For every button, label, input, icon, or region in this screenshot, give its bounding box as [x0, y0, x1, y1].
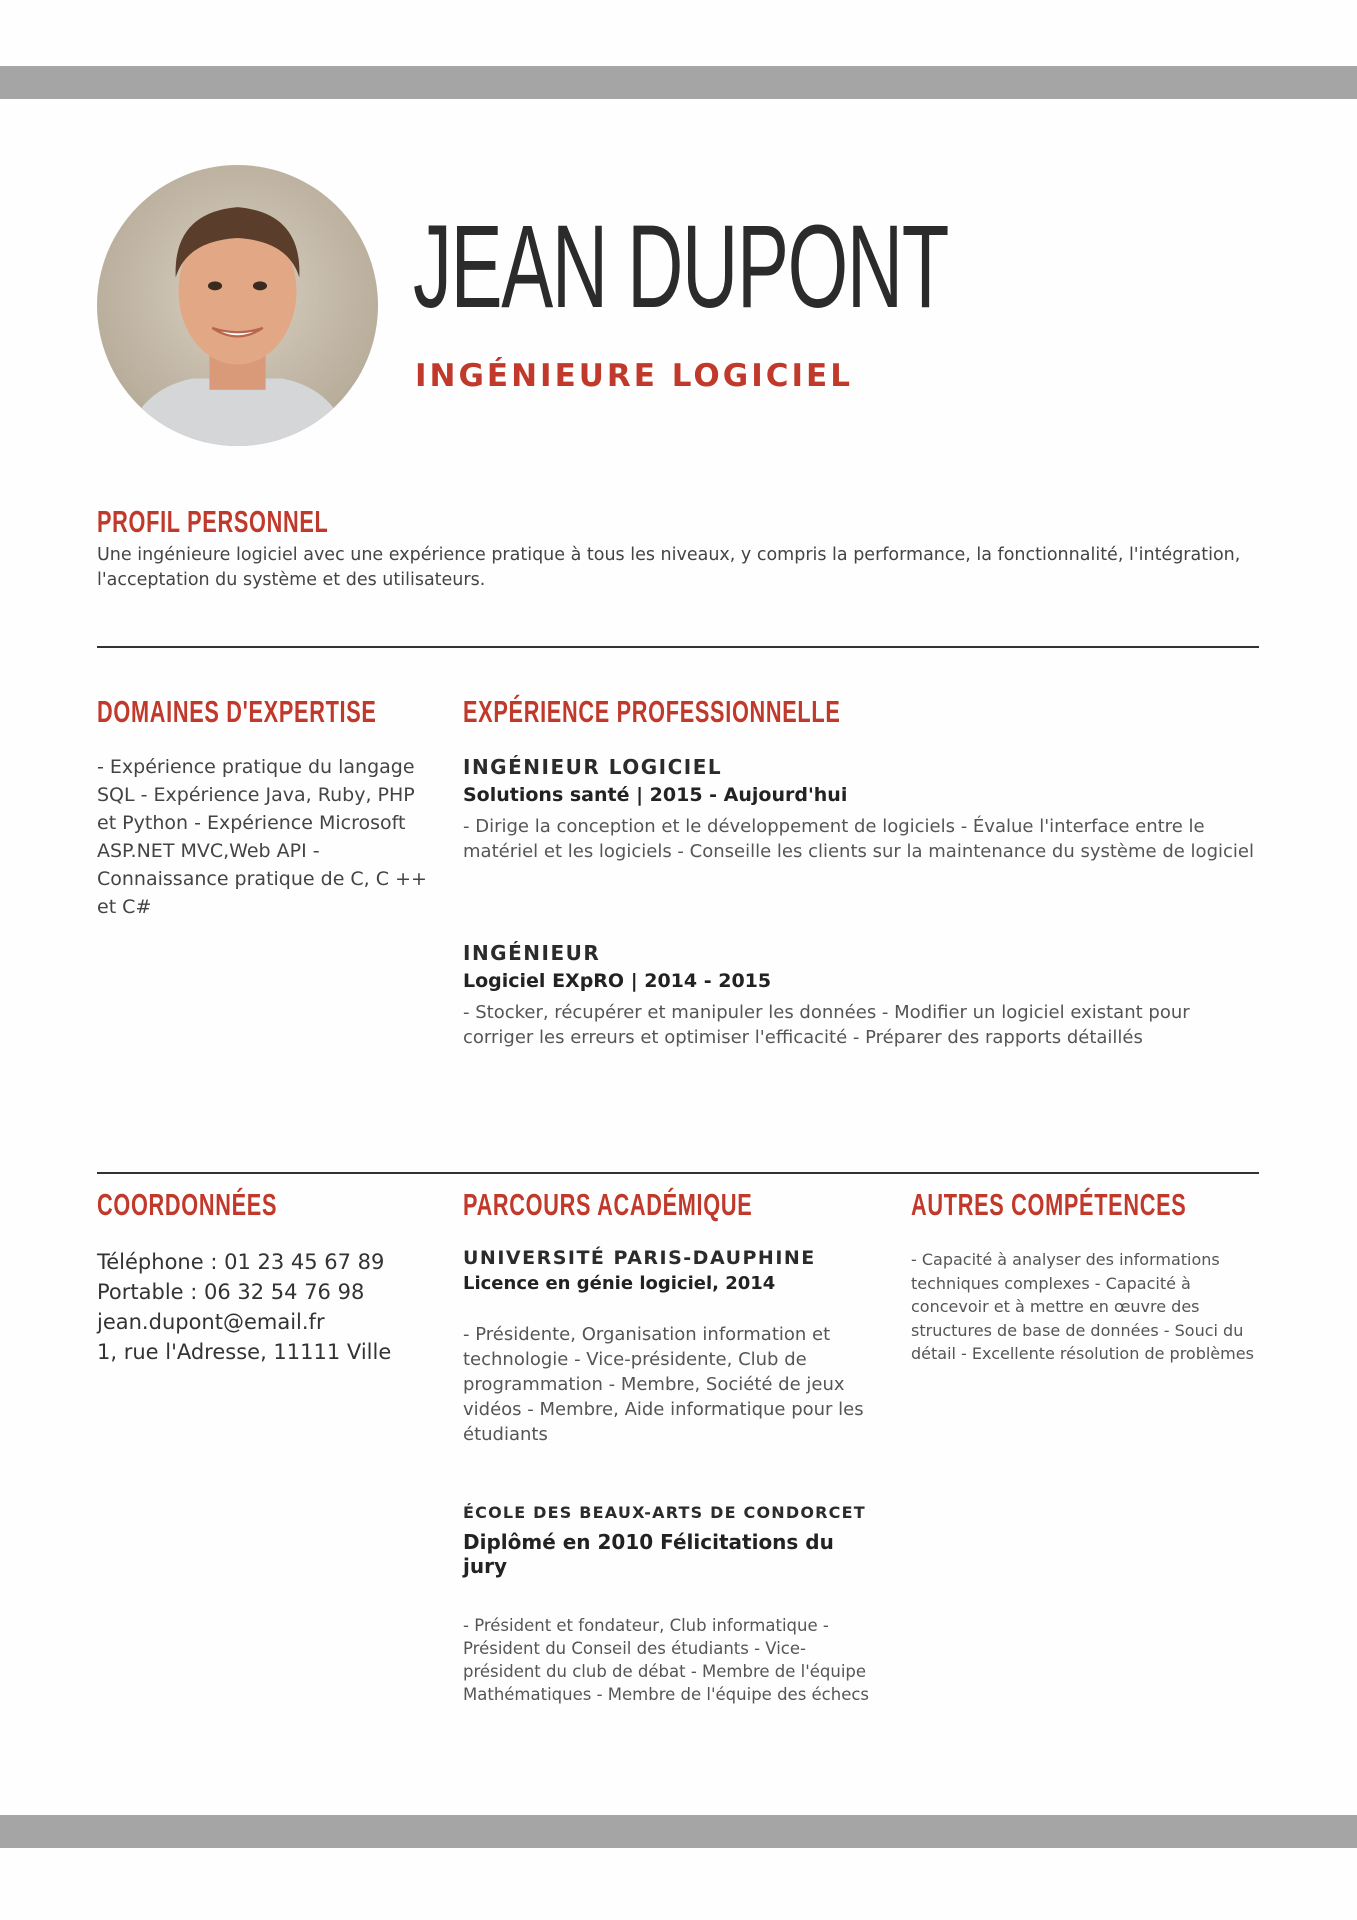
- profile-photo: [97, 165, 378, 446]
- expertise-text: - Expérience pratique du langage SQL - Expérience Java, Ruby, PHP et Python - Expérience Microsoft ASP.NET MVC,Web API - Connaissance pratique de C, C ++ et C#: [97, 756, 427, 918]
- school-degree: Diplômé en 2010 Félicitations du jury: [463, 1530, 834, 1578]
- skills-heading: AUTRES COMPÉTENCES: [911, 1187, 1187, 1222]
- school-entry: [463, 1503, 883, 1706]
- job-entry: [463, 941, 1263, 1050]
- contact-heading: COORDONNÉES: [97, 1187, 278, 1222]
- bottom-band: [0, 1815, 1357, 1848]
- school-entry: [463, 1247, 883, 1447]
- portrait-illustration: [97, 165, 378, 446]
- job-description: - Stocker, récupérer et manipuler les données - Modifier un logiciel existant pour corriger les erreurs et optimiser l'efficacité - Préparer des rapports détaillés: [463, 1002, 1190, 1048]
- education-heading: PARCOURS ACADÉMIQUE: [463, 1187, 753, 1222]
- postal-address: 1, rue l'Adresse, 11111 Ville: [97, 1340, 392, 1364]
- job-role: INGÉNIEUR: [463, 941, 601, 965]
- job-role: INGÉNIEUR LOGICIEL: [463, 755, 723, 779]
- job-company: Logiciel EXpRO | 2014 - 2015: [463, 970, 772, 992]
- contact-block: [97, 1247, 391, 1367]
- mobile-number: Portable : 06 32 54 76 98: [97, 1280, 365, 1304]
- job-entry: [463, 755, 1263, 864]
- school-name: UNIVERSITÉ PARIS-DAUPHINE: [463, 1247, 816, 1269]
- school-name: ÉCOLE DES BEAUX-ARTS DE CONDORCET: [463, 1503, 866, 1522]
- experience-heading: EXPÉRIENCE PROFESSIONNELLE: [463, 694, 841, 729]
- skills-text: - Capacité à analyser des informations techniques complexes - Capacité à concevoir et à mettre en œuvre des structures de base de données - Souci du détail - Excellente résolution de problèmes: [911, 1250, 1254, 1363]
- section-divider: [97, 1172, 1259, 1174]
- email-address: jean.dupont@email.fr: [97, 1310, 325, 1334]
- job-description: - Dirige la conception et le développement de logiciels - Évalue l'interface entre le matériel et les logiciels - Conseille les clients sur la maintenance du système de logiciel: [463, 816, 1254, 862]
- person-name: JEAN DUPONT: [413, 201, 949, 333]
- profile-heading: PROFIL PERSONNEL: [97, 504, 329, 539]
- school-degree: Licence en génie logiciel, 2014: [463, 1273, 776, 1294]
- phone-number: Téléphone : 01 23 45 67 89: [97, 1250, 385, 1274]
- profile-text: Une ingénieure logiciel avec une expérience pratique à tous les niveaux, y compris la performance, la fonctionnalité, l'intégration, l'acceptation du système et des utilisateurs.: [97, 545, 1241, 590]
- job-company: Solutions santé | 2015 - Aujourd'hui: [463, 784, 848, 806]
- school-description: - Présidente, Organisation information et technologie - Vice-présidente, Club de programmation - Membre, Société de jeux vidéos - Membre, Aide informatique pour les étudiants: [463, 1324, 864, 1445]
- top-band: [0, 66, 1357, 99]
- school-description: - Président et fondateur, Club informatique - Président du Conseil des étudiants - Vice-président du club de débat - Membre de l'équipe Mathématiques - Membre de l'équipe des échecs: [463, 1616, 870, 1704]
- job-title: INGÉNIEURE LOGICIEL: [415, 358, 853, 394]
- section-divider: [97, 646, 1259, 648]
- expertise-heading: DOMAINES D'EXPERTISE: [97, 694, 377, 729]
